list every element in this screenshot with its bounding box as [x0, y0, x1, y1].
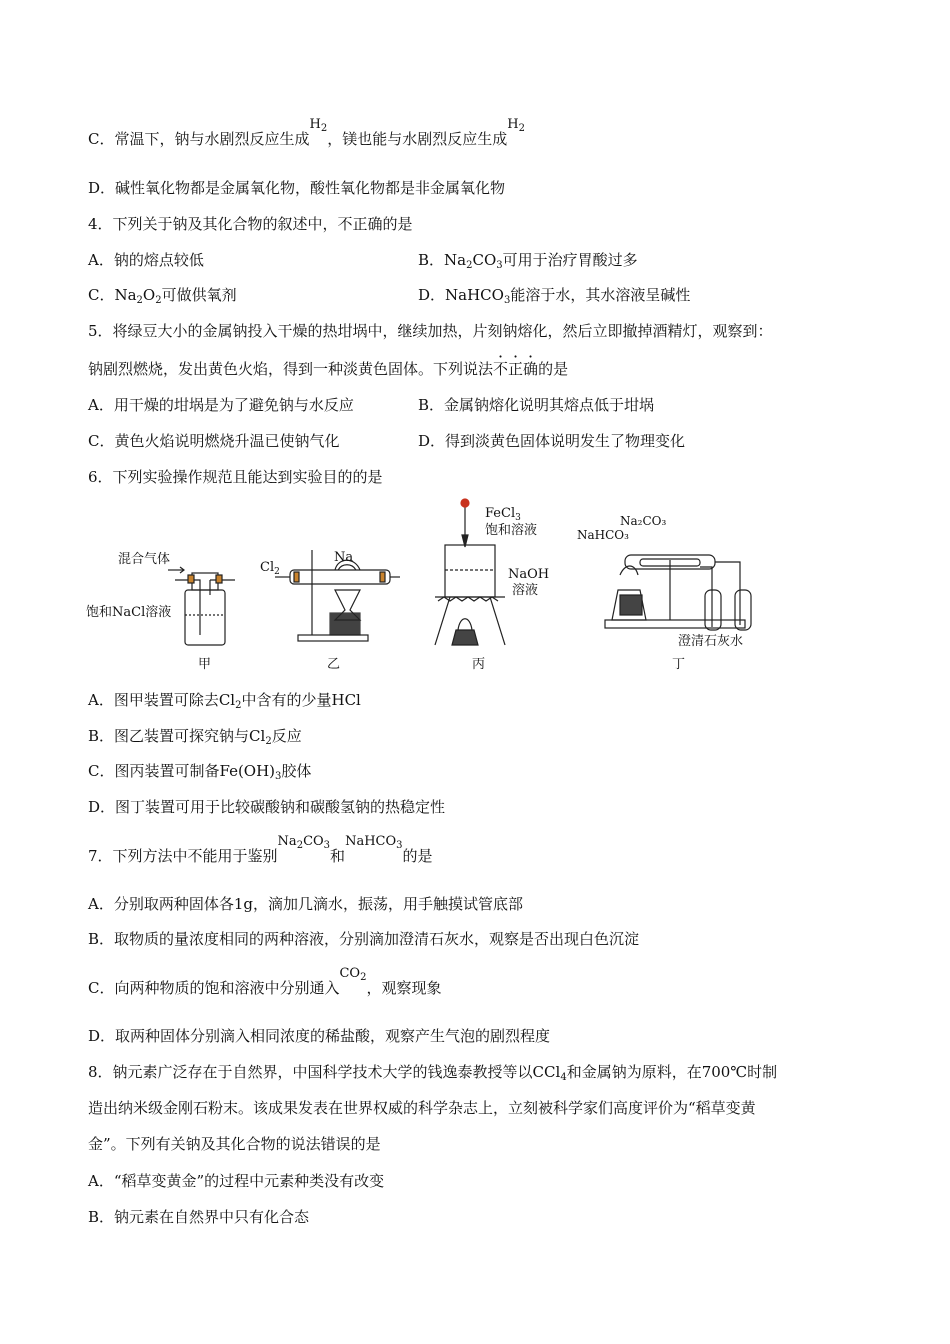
q8-stem-line-1: 8．钠元素广泛存在于自然界，中国科学技术大学的钱逸泰教授等以CCl$_4$和金属钠为原料，在700℃时制 [88, 1063, 778, 1083]
q5-option-d: D．得到淡黄色固体说明发生了物理变化 [418, 432, 686, 450]
q8-option-b: B．钠元素在自然界中只有化合态 [88, 1208, 310, 1226]
q3-option-c [88, 117, 525, 152]
fig-label-bing-naoh: NaOH [508, 567, 550, 582]
q3-c-formula-h2-b: $H_2$ [507, 117, 525, 134]
q7-formula-na2co3: $Na_2CO_3$ [277, 834, 331, 851]
fig-label-jia-solution: 饱和NaCl溶液 [86, 605, 172, 620]
q5-option-b: B．金属钠熔化说明其熔点低于坩埚 [418, 396, 655, 414]
fig-label-bing-fecl3: FeCl$_3$ [485, 506, 521, 523]
q7-formula-co2: $CO_2$ [339, 966, 367, 983]
q7-stem: 7．下列方法中不能用于鉴别$Na_2CO_3$和NaHCO$_3$的是 [88, 845, 433, 869]
q4-stem: 4．下列关于钠及其化合物的叙述中，不正确的是 [88, 215, 413, 233]
q4-option-a: A．钠的熔点较低 [88, 251, 204, 269]
fig-label-yi-cl2: $Cl_2$ [260, 560, 280, 577]
emphasis-char: 不 [493, 360, 509, 378]
q6-option-c: C．图丙装置可制备$Fe(OH)_3$胶体 [88, 762, 312, 782]
q7-formula-nahco3: NaHCO$_3$ [345, 834, 403, 851]
fig-label-ding-limewater: 澄清石灰水 [678, 634, 744, 649]
fig-label-yi: 乙 [327, 657, 341, 672]
q7-option-d: D．取两种固体分别滴入相同浓度的稀盐酸，观察产生气泡的剧烈程度 [88, 1027, 551, 1045]
fig-label-jia: 甲 [198, 657, 212, 672]
q5-option-c: C．黄色火焰说明燃烧升温已使钠气化 [88, 432, 340, 450]
q4-option-c: C．$Na_2O_2$可做供氧剂 [88, 286, 237, 306]
q3-c-text-1: C．常温下，钠与水剧烈反应生成 [88, 130, 310, 148]
q5-option-a: A．用干燥的坩埚是为了避免钠与水反应 [88, 396, 354, 414]
emphasis-char: 确 [523, 360, 539, 378]
q7-option-c: C．向两种物质的饱和溶液中分别通入$CO_2$，观察现象 [88, 977, 441, 1001]
fig-label-bing-solution: 溶液 [512, 583, 539, 598]
q6-option-a: A．图甲装置可除去$Cl_2$中含有的少量HCl [88, 691, 361, 711]
q3-c-formula-h2-a: $H_2$ [309, 117, 328, 134]
q3-c-text-2: ，镁也能与水剧烈反应生成 [327, 130, 508, 148]
q8-stem-line-3: 金”。下列有关钠及其化合物的说法错误的是 [88, 1135, 381, 1153]
fig-label-ding-nahco3: NaHCO₃ [577, 528, 629, 542]
q3-option-d: D．碱性氧化物都是金属氧化物，酸性氧化物都是非金属氧化物 [88, 179, 506, 197]
emphasis-char: 正 [508, 360, 524, 378]
q6-apparatus-figure [80, 495, 800, 675]
q7-option-a: A．分别取两种固体各1g，滴加几滴水，振荡，用手触摸试管底部 [88, 895, 523, 913]
q4-option-d: D．NaHCO$_3$能溶于水，其水溶液呈碱性 [418, 286, 691, 306]
fig-label-yi-na: Na [334, 550, 354, 565]
fig-label-ding-na2co3: Na₂CO₃ [620, 514, 667, 528]
q6-option-d: D．图丁装置可用于比较碳酸钠和碳酸氢钠的热稳定性 [88, 798, 446, 816]
q5-stem-line-2: 钠剧烈燃烧，发出黄色火焰，得到一种淡黄色固体。下列说法不正确的是 [88, 360, 569, 378]
apparatus-ding [605, 555, 751, 630]
q5-stem-line-1: 5．将绿豆大小的金属钠投入干燥的热坩埚中，继续加热，片刻钠熔化，然后立即撤掉酒精灯，观察到： [88, 322, 773, 340]
fig-label-jia-gas: 混合气体 [118, 552, 171, 567]
q8-stem-line-2: 造出纳米级金刚石粉末。该成果发表在世界权威的科学杂志上，立刻被科学家们高度评价为“稻草变黄 [88, 1099, 756, 1117]
q8-option-a: A．“稻草变黄金”的过程中元素种类没有改变 [88, 1172, 385, 1190]
q6-stem: 6．下列实验操作规范且能达到实验目的的是 [88, 468, 383, 486]
q7-option-b: B．取物质的量浓度相同的两种溶液，分别滴加澄清石灰水，观察是否出现白色沉淀 [88, 930, 640, 948]
fig-label-bing-saturated: 饱和溶液 [485, 523, 538, 538]
fig-label-bing: 丙 [472, 657, 486, 672]
apparatus-jia [168, 567, 235, 645]
fig-label-ding: 丁 [672, 657, 686, 672]
q6-option-b: B．图乙装置可探究钠与$Cl_2$反应 [88, 727, 302, 747]
q4-option-b: B．$Na_2CO_3$可用于治疗胃酸过多 [418, 251, 638, 271]
